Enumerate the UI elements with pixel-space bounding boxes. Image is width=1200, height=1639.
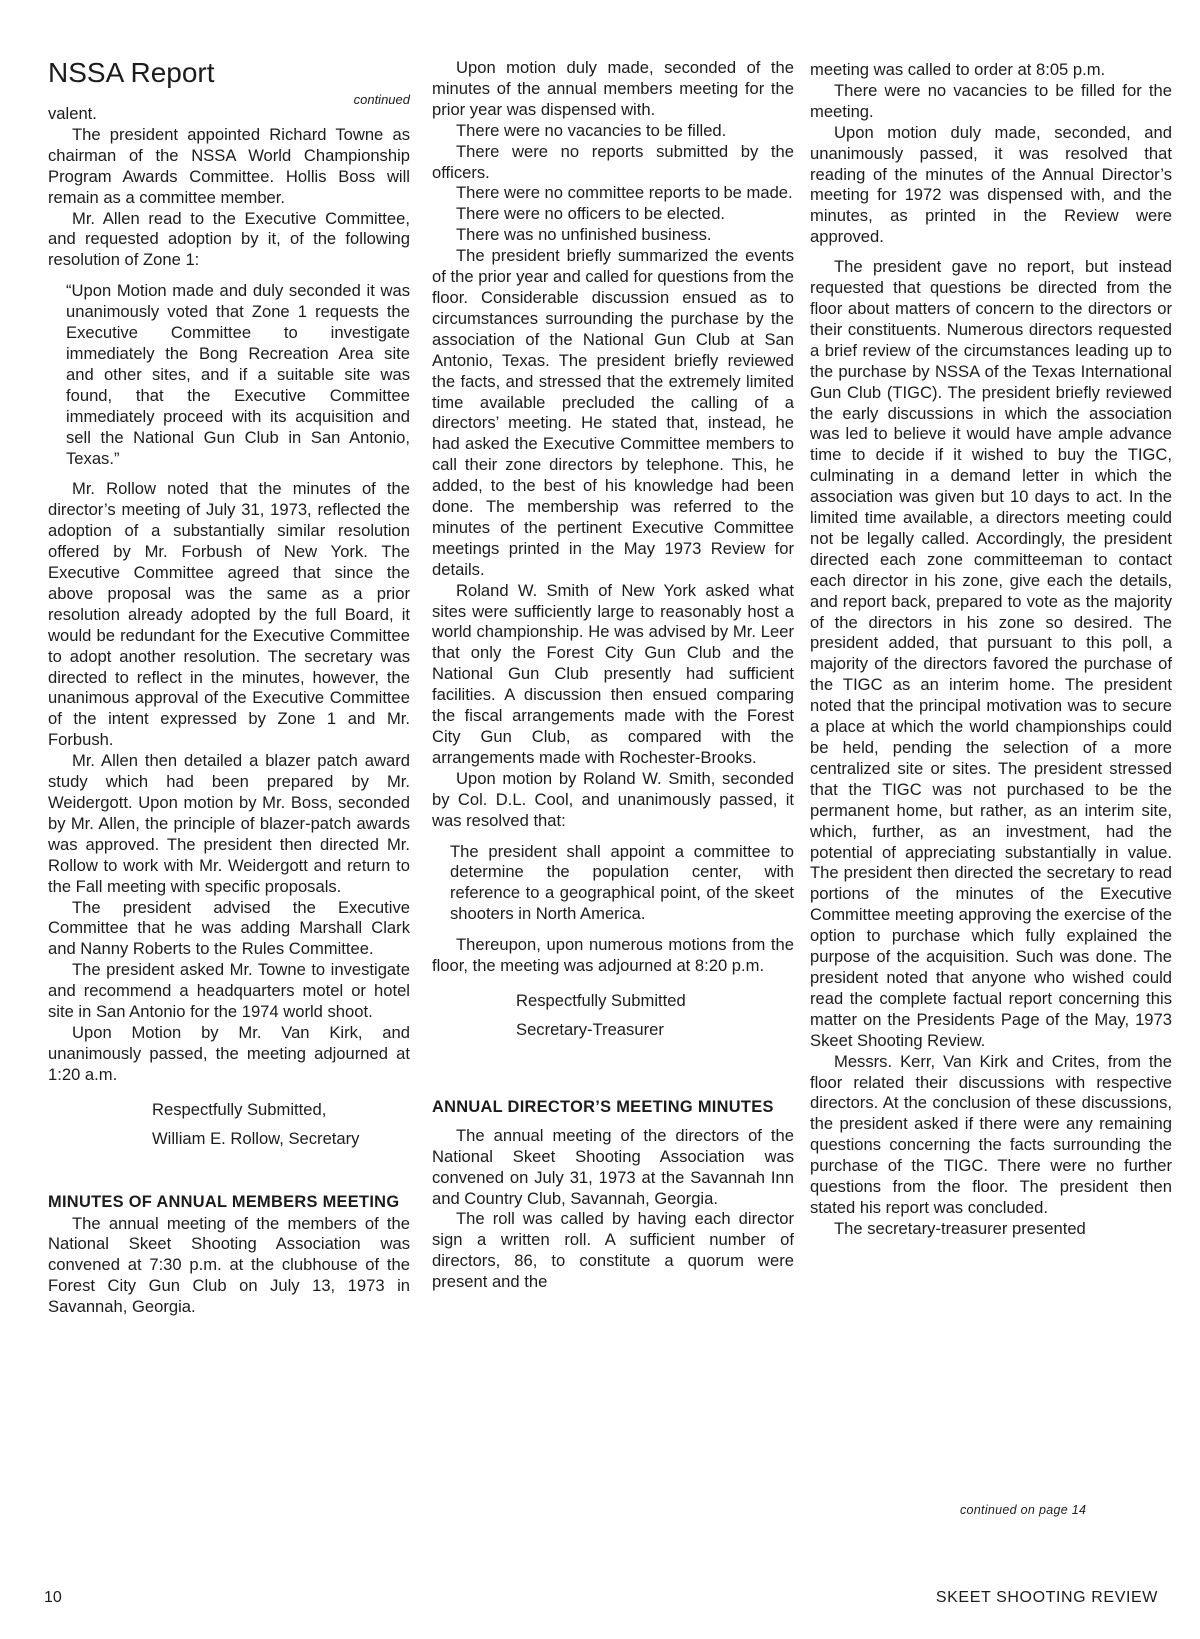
paragraph: Mr. Rollow noted that the minutes of the director’s meeting of July 31, 1973, reflected the adoption of a substantially similar resolution offered by Mr. Forbush of New York. The Executive Committee agreed that since the above proposal was the same as a prior resolution already adopted by the full Board, it would be redundant for the Executive Committee to adopt another resolution. The secretary was directed to reflect in the minutes, however, the unanimous approval of the Executive Committee of the intent expressed by Zone 1 and Mr. Forbush. [48,479,410,750]
paragraph: There was no unfinished business. [456,225,712,245]
paragraph: Thereupon, upon numerous motions from the floor, the meeting was adjourned at 8:20 p.m. [432,935,794,976]
column-2 [432,58,794,1293]
continued-on-note: continued on page 14 [960,1503,1087,1517]
paragraph: Mr. Allen then detailed a blazer patch award study which had been prepared by Mr. Weidergott. Upon motion by Mr. Boss, seconded by Mr. Allen, the principle of blazer-patch awards was approved. The president then directed Mr. Rollow to work with Mr. Weidergott and return to the Fall meeting with specific proposals. [48,751,410,896]
paragraph: The president briefly summarized the events of the prior year and called for questions from the floor. Considerable discussion ensued as to circumstances surrounding the purchase by the association of the National Gun Club at San Antonio, Texas. The president briefly reviewed the facts, and stressed that the extremely limited time available precluded the calling of a directors’ meeting. He stated that, instead, he had asked the Executive Committee members to call their zone directors by telephone. This, he added, to the best of his knowledge had been done. The membership was referred to the minutes of the pertinent Executive Committee meetings printed in the May 1973 Review for details. [432,246,794,579]
paragraph: Upon motion duly made, seconded of the minutes of the annual members meeting for the prior year was dispensed with. [432,58,794,119]
section-heading-directors-meeting: ANNUAL DIRECTOR’S MEETING MINUTES [432,1097,774,1116]
paragraph: Messrs. Kerr, Van Kirk and Crites, from the floor related their discussions with respective directors. At the conclusion of these discussions, the president asked if there were any remaining questions concerning the facts surrounding the purchase of the TIGC. There were no further questions from the floor. The president then stated his report was concluded. [810,1051,1172,1217]
paragraph: The president advised the Executive Committee that he was adding Marshall Clark and Nanny Roberts to the Rules Committee. [48,897,410,959]
column-3 [810,60,1172,1240]
paragraph: There were no committee reports to be made. [456,183,793,203]
paragraph: The annual meeting of the directors of the National Skeet Shooting Association was convened on July 31, 1973 at the Savannah Inn and Country Club, Savannah, Georgia. [432,1125,794,1208]
signoff-line: Respectfully Submitted [516,990,686,1010]
paragraph: The president asked Mr. Towne to investigate and recommend a headquarters motel or hotel site in San Antonio for the 1974 world shoot. [48,960,410,1022]
page-title: NSSA Report [48,57,215,88]
paragraph: There were no vacancies to be filled. [456,120,727,140]
signoff-name: William E. Rollow, Secretary [152,1128,360,1148]
publication-title: SKEET SHOOTING REVIEW [935,1589,1158,1606]
paragraph: There were no vacancies to be filled for the meeting. [810,80,1172,121]
paragraph: The president gave no report, but instead requested that questions be directed from the floor about matters of concern to the directors or their constituents. Numerous directors requested a brief review of the circumstances leading up to the purchase by NSSA of the Texas International Gun Club (TIGC). The president briefly reviewed the early discussions in which the association was led to believe it would have ample advance time to decide if it wished to buy the TIGC, culminating in a demand letter in which the association was given but 10 days to act. In the limited time available, a directors meeting could not be legally called. Accordingly, the president directed each zone committeeman to contact each director in his zone, give each the details, and report back, prepared to vote as the majority of the directors in his zone so desired. The president added, that pursuant to this poll, a majority of the directors favored the purchase of the TIGC as an interim home. The president noted that the principal motivation was to secure a place at which the world championships could be held, pending the selection of a more centralized site or sites. The president stressed that the TIGC was not purchased to be the permanent home, but rather, as an interim site, which, further, as an investment, had the potential of appreciating substantially in value. The president then directed the secretary to read portions of the minutes of the Executive Committee meeting approving the exercise of the option to purchase which fully explained the purpose of the acquisition. Such was done. The president noted that anyone who wished could read the complete factual report concerning this matter on the Presidents Page of the May, 1973 Skeet Shooting Review. [810,257,1172,1050]
paragraph: There were no officers to be elected. [456,204,726,224]
paragraph: The secretary-treasurer presented [834,1218,1086,1238]
report-header [48,57,410,107]
paragraph: Roland W. Smith of New York asked what sites were sufficiently large to reasonably host a world championship. He was advised by Mr. Leer that only the Forest City Gun Club and the National Gun Club presently had sufficient facilities. A discussion then ensued comparing the fiscal arrangements made with the Forest City Gun Club, as compared with the arrangements made with Rochester-Brooks. [432,580,794,767]
signoff-line: Respectfully Submitted, [152,1099,327,1119]
paragraph: Upon motion duly made, seconded, and unanimously passed, it was resolved that reading of the minutes of the Annual Director’s meeting for 1972 was dispensed with, and the minutes, as printed in the Review were approved. [810,122,1172,247]
paragraph: The roll was called by having each director sign a written roll. A sufficient number of directors, 86, to constitute a quorum were present and the [432,1209,794,1292]
paragraph: The president appointed Richard Towne as chairman of the NSSA World Championship Program Awards Committee. Hollis Boss will remain as a committee member. [48,124,410,207]
paragraph: The annual meeting of the members of the National Skeet Shooting Association was convened at 7:30 p.m. at the clubhouse of the Forest City Gun Club on July 13, 1973 in Savannah, Georgia. [48,1213,410,1317]
resolution-quote [66,281,410,469]
paragraph: Upon Motion by Mr. Van Kirk, and unanimously passed, the meeting adjourned at 1:20 a.m. [48,1022,410,1084]
paragraph: valent. [48,104,97,123]
paragraph: There were no reports submitted by the officers. [432,141,794,182]
page-number: 10 [44,1589,62,1606]
signoff-name: Secretary-Treasurer [516,1019,664,1039]
paragraph: Upon motion by Roland W. Smith, seconded by Col. D.L. Cool, and unanimously passed, it was resolved that: [432,768,794,830]
column-1 [48,58,410,1318]
paragraph: meeting was called to order at 8:05 p.m. [810,60,1106,79]
continued-label: continued [353,92,410,107]
quoted-resolution: “Upon Motion made and duly seconded it was unanimously voted that Zone 1 requests the Executive Committee to investigate immediately the Bong Recreation Area site and other sites, and if a suitable site was found, that the Executive Committee immediately proceed with its acquisition and sell the National Gun Club in San Antonio, Texas.” [66,281,410,468]
section-heading-members-meeting: MINUTES OF ANNUAL MEMBERS MEETING [48,1192,400,1211]
quoted-resolution: The president shall appoint a committee to determine the population center, with reference to a geographical point, of the skeet shooters in North America. [450,841,794,924]
paragraph: Mr. Allen read to the Executive Committee, and requested adoption by it, of the following resolution of Zone 1: [48,208,410,270]
resolution-quote [450,842,794,926]
